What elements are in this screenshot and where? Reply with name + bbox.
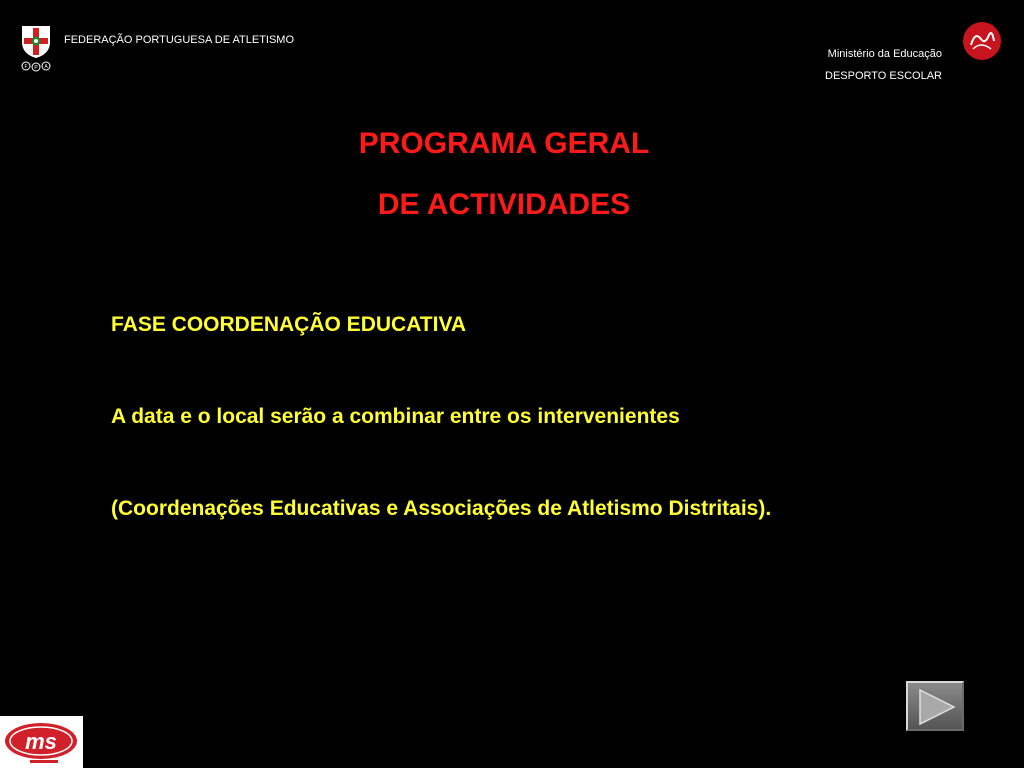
play-triangle-icon <box>916 688 956 726</box>
fpa-logo <box>18 20 54 72</box>
phase-heading: FASE COORDENAÇÃO EDUCATIVA <box>111 313 467 336</box>
title-line-1: PROGRAMA GERAL <box>358 127 650 160</box>
body-sentence-2: (Coordenações Educativas e Associações de Atletismo Distritais). <box>111 497 772 520</box>
next-slide-button[interactable] <box>906 681 964 731</box>
body-sentence-1: A data e o local serão a combinar entre os intervenientes <box>111 405 680 428</box>
svg-text:F: F <box>24 64 28 70</box>
ministry-block <box>825 43 942 87</box>
ms-sponsor-logo <box>0 716 83 768</box>
federation-name: FEDERAÇÃO PORTUGUESA DE ATLETISMO <box>64 34 295 46</box>
svg-text:A: A <box>44 64 48 70</box>
desporto-escolar-logo <box>961 19 1003 63</box>
desporto-escolar-label: DESPORTO ESCOLAR <box>825 70 942 82</box>
svg-text:P: P <box>34 65 38 71</box>
svg-text:ms: ms <box>25 729 57 754</box>
ministry-name: Ministério da Educação <box>827 48 942 60</box>
title-line-2: DE ACTIVIDADES <box>377 188 631 221</box>
